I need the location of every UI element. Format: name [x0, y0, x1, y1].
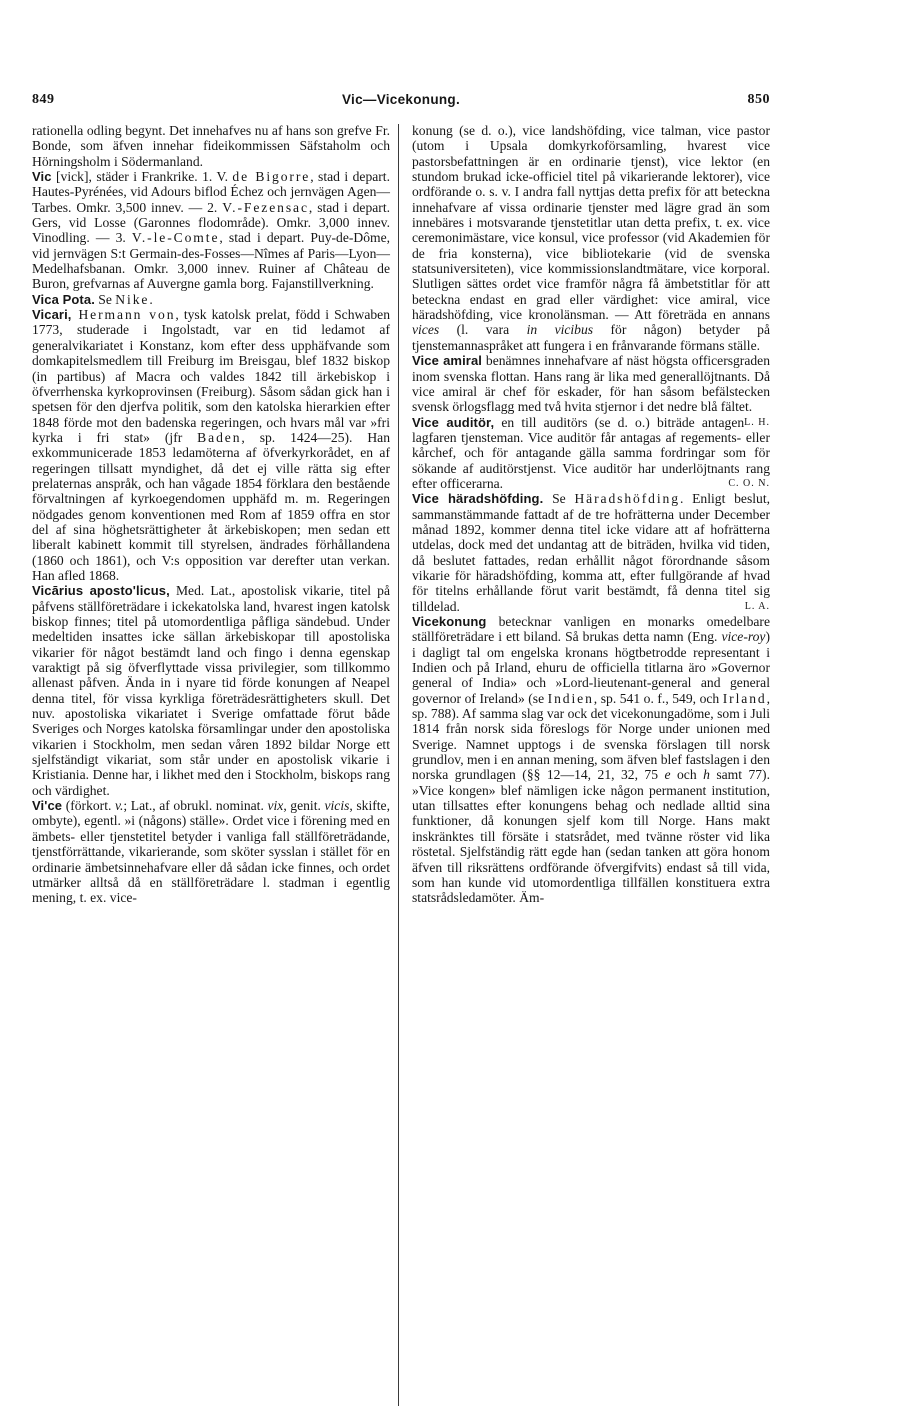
vicari-text: , tysk katolsk prelat, född i Schwaben 1773, studerade i Ingolstadt, var en tid ledamot af generalvikariatet i Konstanz, kom efter dess upphäfvande som domkapitelsmedlem till Freiburg im Breisgau, blef 1832 biskop (in partibus) af Macra och valdes 1842 till ärkebiskop i öfverrhenska kyrkoprovinsen (Freiburg). Såsom sådan gick han i spetsen för den djerfva politik, som den katolska hierarkien efter 1848 förde mot den badenska regeringen, och hvars mål var »fri kyrka i fri stat» (jfr [32, 307, 390, 445]
vicarius-entry [32, 583, 390, 798]
vicari-text: , sp. 1424—25). Han exkommunicerade 1853 ledamöterna af öfverkyrkorådet, en af regeringen tillsatt myndighet, då det ej ville rätta sig efter prelaternas anspråk, och han vågade 1854 förklara den bestående förvaltningen af kyrkoegendomen upphäfd m. m. Regeringen nödgades genom konventionen med Rom af 1859 offra en stor del af sina höghetsrättigheter åt ärkebiskopen; men sedan ett liberalt kabinett kommit till styrelsen, ändrades förhållandena (1860 och 1861), och V:s opposition var derefter utan verkan. Han afled 1868. [32, 429, 390, 583]
vice-continuation-text: (l. vara [439, 322, 527, 338]
vicekonung-reference-irland: Irland [722, 690, 767, 706]
vica-pota-reference: Nike [115, 291, 150, 307]
page-header [32, 92, 770, 110]
vicekonung-reference-indien: Indien [547, 690, 594, 706]
vicekonung-text: , sp. 541 o. f., 549, och [593, 690, 723, 706]
vice-amiral-signature: L. H. [744, 416, 770, 428]
vice-continuation-text: konung (se d. o.), vice landshöfding, vice talman, vice pastor (utom i Upsala domkyrkoförsamling, hvarest vice pastorsbefattningen är en ordinarie tjenst), vice lektor (en stundom brukad icke-officiel titel på vikarierande lektorer), vice ordförande o. s. v. I andra fall nyttjas detta prefix för att beteckna innehafvare af vissa ordinarie tjenster med lägre grad än som innebäres i motsvarande tjenstetitlar utan detta prefix, t. ex. vice ceremonimästare, vice konsul, vice professor (vid Akademien för de fria konsterna), vice bibliotekarie (vid de svenska statsuniversiteten), vice kommissionslandtmätare, vice korporal. Slutligen sättes ordet vice framför några få ämbetstitlar för att beteckna endast en grad eller värdighet: vice amiral, vice häradshöfding, vice kronolänsman. — Att företräda en annans [412, 123, 770, 323]
vicari-entry [32, 307, 390, 583]
vic-text: [vick], städer i Frankrike. 1. V. [51, 169, 233, 185]
vice-amiral-headword: Vice amiral [412, 353, 483, 369]
vice-text: (förkort. [62, 798, 115, 814]
vice-haradshofding-text: Se [543, 491, 575, 507]
vica-pota-headword: Vica Pota. [32, 291, 95, 307]
running-title: Vic—Vicekonung. [341, 92, 461, 107]
vice-headword: Vi'ce [32, 798, 63, 814]
vice-text: ; Lat., af obrukl. nominat. [123, 798, 268, 814]
vica-pota-text: Se [94, 291, 116, 307]
vice-text: , skifte, ombyte), egentl. »i (någons) ställe». Ordet vice i förening med en ämbets- eller tjenstetitel betyder i vanliga fall ställföreträdande, tjenstförrättande, vikarierande, som sköter sysslan i stället för en ordinarie ämbetsinnehafvare eller då sådan icke finnes, och ordet utmärker alltså då en ställföreträdare l. stadman i egentlig mening, t. ex. vice- [32, 798, 390, 906]
vic-name-1: de Bigorre [232, 169, 311, 185]
vic-headword: Vic [32, 169, 52, 185]
vic-text: , stad i depart. Puy-de-Dôme, vid jernvägen S:t Germain-des-Fosses—Nîmes af Paris—Lyon—Medelhafsbanan. Omkr. 3,000 innev. Ruiner af Château de Buron, grefvarnas af Auvergne gamla borg. Fajanstillverkning. [32, 230, 391, 292]
vicari-forename: Hermann von [71, 307, 176, 323]
page-number-right: 850 [747, 92, 770, 107]
vice-haradshofding-entry [412, 491, 770, 614]
vice-italic: vicis [324, 798, 350, 814]
vicarius-headword: Vicārius aposto'licus, [32, 583, 170, 599]
vice-continuation [412, 123, 770, 353]
vicekonung-text: betecknar vanligen en monarks omedelbare ställföreträdare i ett biland. Så brukas detta namn (Eng. [412, 614, 770, 645]
vice-auditor-signature: C. O. N. [728, 477, 770, 489]
vicekonung-italic: vice-roy [721, 629, 766, 645]
vicarius-text: Med. Lat., apostolisk vikarie, titel på påfvens ställföreträdare i ickekatolska land, hvarest ingen katolsk biskop finnes; titel på utomordentliga påfliga sändebud. Under medeltiden insattes icke sällan ärkebiskopar till apostoliska vikarier för något bestämdt land och fingo i denna egenskap varaktigt på sig öfverflyttade vissa privilegier, som tillkommo allenast påfven. Ända in i nyare tid förde konungen af Neapel denna titel, för vissa kyrkliga företrädesrättigheters skull. Det nuv. apostoliska vikariatet i Sverige omfattade förut både Sveriges och Norges katolska församlingar under den apostoliska vikarien i Stockholm, men sedan våren 1892 bildar Norge ett sjelfständigt vikariat, som står under en apostolisk vikarie i Kristiania. Denne har, i likhet med den i Stockholm, biskops rang och värdighet. [32, 583, 390, 798]
vice-haradshofding-reference: Häradshöfding [574, 491, 680, 507]
vicari-reference: Baden [197, 429, 242, 445]
vice-italic: v. [114, 798, 124, 814]
vice-text: , genit. [283, 798, 325, 814]
vice-haradshofding-signature: L. A. [744, 600, 770, 612]
vice-auditor-entry [412, 415, 770, 492]
vic-name-3: V.-le-Comte [131, 230, 220, 246]
vicekonung-italic: e [664, 767, 671, 783]
vicekonung-text: samt 77). »Vice kongen» blef nämligen icke någon permanent institution, utan tillsattes efter konungens behag och nedlade alltid sina funktioner, då konungen sjelf kom till Norge. Hans makt inskränktes till försäte i statsrådet, med tvänne röster vid lika röstetal. Sjelfständig rätt egde han (sedan tanken att göra honom äfven till riksrättens ordförande öfvergifvits) endast så till vida, som han kunde vid utomordentliga tillfällen konstituera extra statsrådsledamöter. Äm- [412, 767, 770, 906]
left-column [32, 123, 390, 906]
vic-entry [32, 169, 390, 292]
vice-continuation-text: för någon) betyder på tjenstemannaspråket att fungera i en frånvarande förmans ställe. [412, 322, 770, 353]
vice-continuation-italic: in vicibus [526, 322, 594, 338]
vicekonung-italic: h [703, 767, 710, 783]
vice-haradshofding-text: . Enligt beslut, sammanstämmande fattadt af de tre hofrätterna under December månad 1892, kommer denna titel icke vidare att af hofrätterna utdelas, dock med det undantag att de biträden, hvilka vid tiden, då beslutet fattades, redan erhållit något förordnande såsom vikarie för häradshöfding, komma att, efter fullgörande af hvad för titelns erhållande förut varit bestämdt, få denna titel sig tilldelad. [412, 491, 771, 614]
vice-entry [32, 798, 390, 905]
vice-continuation-italic: vices [412, 322, 440, 338]
vica-pota-text: . [149, 291, 153, 307]
vicekonung-entry [412, 614, 770, 906]
vic-name-2: V.-Fezensac [222, 199, 309, 215]
vicari-headword: Vicari, [32, 307, 72, 323]
vice-amiral-text: benämnes innehafvare af näst högsta officersgraden inom svenska flottan. Hans rang är lika med generallöjtnants. Då vice amiral är chef för eskader, för han såsom befälstecken svensk örlogsflagg med två hvita stjernor i det nedre blå fältet. [412, 353, 770, 415]
vicekonung-headword: Vicekonung [412, 614, 487, 629]
vica-pota-entry [32, 292, 390, 307]
vicekonung-text: , sp. 788). Af samma slag var ock det vicekonungadöme, som i Juli 1814 från norsk sida föreslogs för Norge under unionen med Sverige. Namnet upptogs i de svenska förslagen till norsk grundlov, men i en annan mening, som äfven blef fastslagen i den norska grundlagen (§§ 12—14, 21, 32, 75 [412, 690, 770, 783]
vice-italic: vix [267, 798, 284, 814]
column-rule [398, 124, 399, 1406]
vice-auditor-headword: Vice auditör, [412, 414, 495, 430]
right-column [412, 123, 770, 906]
intro-paragraph: rationella odling begynt. Det innehafves nu af hans son grefve Fr. Bonde, som äfven innehar fideikommissen Säfstaholm och Hörningsholm i Södermanland. [32, 123, 390, 169]
vice-auditor-text: en till auditörs (se d. o.) biträde antagen lagfaren tjensteman. Vice auditör får antagas af regements- eller kårchef, och för antagande gälla samma fordringar som för sökande af auditörstjenst. Vice auditör har underlöjtnants rang efter officerarna. [412, 414, 770, 491]
vic-text: , stad i depart. Hautes-Pyrénées, vid Adours biflod Échez och jernvägen Agen—Tarbes. Omkr. 3,500 innev. — 2. [32, 169, 390, 215]
page-number-left: 849 [32, 92, 55, 107]
vic-text: , stad i depart. Gers, vid Losse (Garonnes flodområde). Omkr. 3,000 innev. Vinodling. — 3. [32, 199, 390, 246]
vicekonung-text: och [670, 767, 704, 783]
vice-haradshofding-headword: Vice häradshöfding. [412, 491, 544, 507]
vicekonung-text: ) i dagligt tal om engelska kronans högtbetrodde representant i Indien och på Irland, ehuru de officiella titlarna äro »Governor general of India» och »Lord-lieutenant-general and general governor of Ireland» (se [412, 629, 770, 706]
